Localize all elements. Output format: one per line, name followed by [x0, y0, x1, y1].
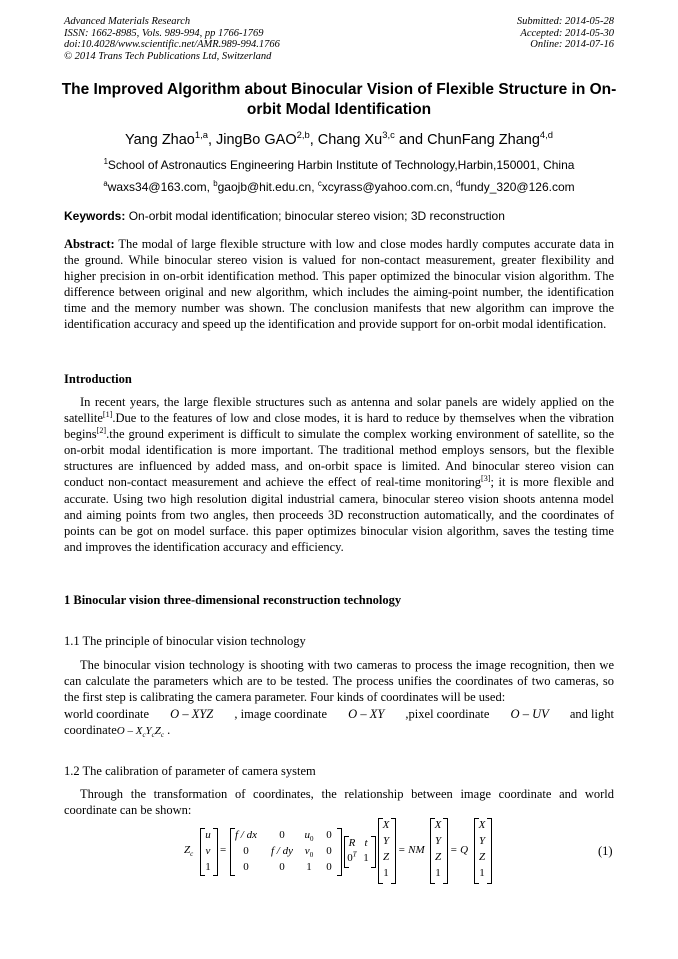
abstract — [64, 236, 614, 333]
online-date: Online: 2014-07-16 — [530, 39, 614, 50]
affiliation: $^1$School of Astronautics Engineering Harbin Institute of Technology,Harbin,150001, China — [103, 157, 575, 172]
submission-dates — [517, 16, 614, 51]
paper-title: The Improved Algorithm about Binocular Vision of Flexible Structure in On-orbit Modal Identification — [61, 81, 617, 118]
keywords-text: On-orbit modal identification; binocular stereo vision; 3D reconstruction — [128, 209, 505, 223]
author-name: JingBo GAO — [216, 132, 297, 148]
email-list: $^a$waxs34@163.com, $^b$gaojb@hit.edu.cn, $^c$xcyrass@yahoo.com.cn, $^d$fundy_320@126.com — [103, 179, 575, 194]
keywords-label: Keywords: — [64, 209, 126, 223]
section-1-1-text: The binocular vision technology is shooting with two cameras to process the image recognition, then we can calculate the parameters which are to be tested. The process unifies the coordinates of two cameras, so the first step is calibrating the camera parameter. Four kinds of coordinates will be used: — [64, 658, 614, 705]
equation-1: $Z_c$ u v 1 = f / dx 0 $u_0$ 0 0 f / dy $v_0$ 0 0 0 1 0 R t $0^T$ 1 X Y Z 1 = NM X Y Z 1 = Q X Y Z 1 — [180, 816, 620, 886]
citation: [3] — [481, 474, 491, 484]
email-link[interactable]: waxs34@163.com — [107, 180, 207, 194]
author-sup: 4,d — [539, 129, 553, 141]
author-list: Yang Zhao$^{1,a}$, JingBo GAO$^{2,b}$, Chang Xu$^{3,c}$ and ChunFang Zhang$^{4,d}$ — [125, 129, 553, 148]
section-1-1-heading: 1.1 The principle of binocular vision technology — [64, 634, 306, 648]
journal-info — [64, 16, 280, 62]
section-1-heading: 1 Binocular vision three-dimensional reconstruction technology — [64, 593, 402, 607]
email-link[interactable]: gaojb@hit.edu.cn — [217, 180, 312, 194]
email-link[interactable]: fundy_320@126.com — [460, 180, 575, 194]
introduction-heading: Introduction — [64, 372, 132, 386]
doi-line: doi:10.4028/www.scientific.net/AMR.989-994.1766 — [64, 39, 280, 50]
section-1-2-text: Through the transformation of coordinates, the relationship between image coordinate and world coordinate can be shown: — [64, 787, 614, 818]
email-link[interactable]: xcyrass@yahoo.com.cn — [321, 180, 450, 194]
author-name: ChunFang Zhang — [427, 132, 540, 148]
submitted-date: Submitted: 2014-05-28 — [516, 16, 614, 27]
author-name: Yang Zhao — [125, 132, 195, 148]
light-coordinate-line: coordinateO – $X_cY_cZ_c$ . — [64, 723, 171, 740]
author-sup: 2,b — [296, 129, 310, 141]
author-name: Chang Xu — [317, 132, 383, 148]
author-sup: 1,a — [194, 129, 208, 141]
equation-number: (1) — [598, 844, 613, 858]
citation: [1] — [102, 409, 113, 419]
keywords — [64, 209, 624, 223]
accepted-date: Accepted: 2014-05-30 — [520, 27, 614, 39]
author-sup: 3,c — [382, 129, 395, 141]
journal-name: Advanced Materials Research — [64, 16, 191, 27]
abstract-text: The modal of large flexible structure with low and close modes hardly computes accurate data in the ground. While binocular stereo vision is valued for non-contact measurement, greater flexibility and higher precision in on-orbit identification method. This paper optimized the binocular vision algorithm. The difference between original and new algorithm, which includes the aiming-point number, the identification time and the memory number was shown. The conclusion manifests that new algorithm can improve the identification accuracy and speed up the identification and provide support for on-orbit modal identification. — [64, 237, 614, 332]
copyright-line: © 2014 Trans Tech Publications Ltd, Switzerland — [64, 50, 272, 62]
section-1-2-heading: 1.2 The calibration of parameter of camera system — [64, 764, 316, 778]
citation: [2] — [96, 426, 107, 436]
abstract-label: Abstract: — [64, 237, 115, 251]
issn-line: ISSN: 1662-8985, Vols. 989-994, pp 1766-1769 — [64, 27, 264, 39]
zc-symbol: $Z_c$ — [184, 844, 194, 859]
coordinates-line: world coordinate O – XYZ , image coordinate O – XY ,pixel coordinate O – UV and light — [64, 707, 614, 721]
introduction-text: In recent years, the large flexible structures such as antenna and solar panels are widely applied on the satellite[1].Due to the features of low and close modes, it is hard to reduce by themselves when the vibration begins[2].the ground experiment is difficult to simulate the complex working environment of satellite, so the on-orbit modal identification is more important. The traditional method employs sensors, but the flexible structures are influenced by added mass, and on-orbit space is limited. And binocular stereo vision can conduct non-contact measurement and achieve the effect of real-time monitoring[3]; it is more flexible and accurate. Using two high resolution digital industrial camera, binocular stereo vision shoots antenna model and aiming points from two angles, then proceeds 3D reconstruction automatically, and the coordinates of points can be got on model surface. this paper optimizes binocular vision algorithm, saves the testing time and improves the identification accuracy and efficiency. — [64, 395, 614, 554]
